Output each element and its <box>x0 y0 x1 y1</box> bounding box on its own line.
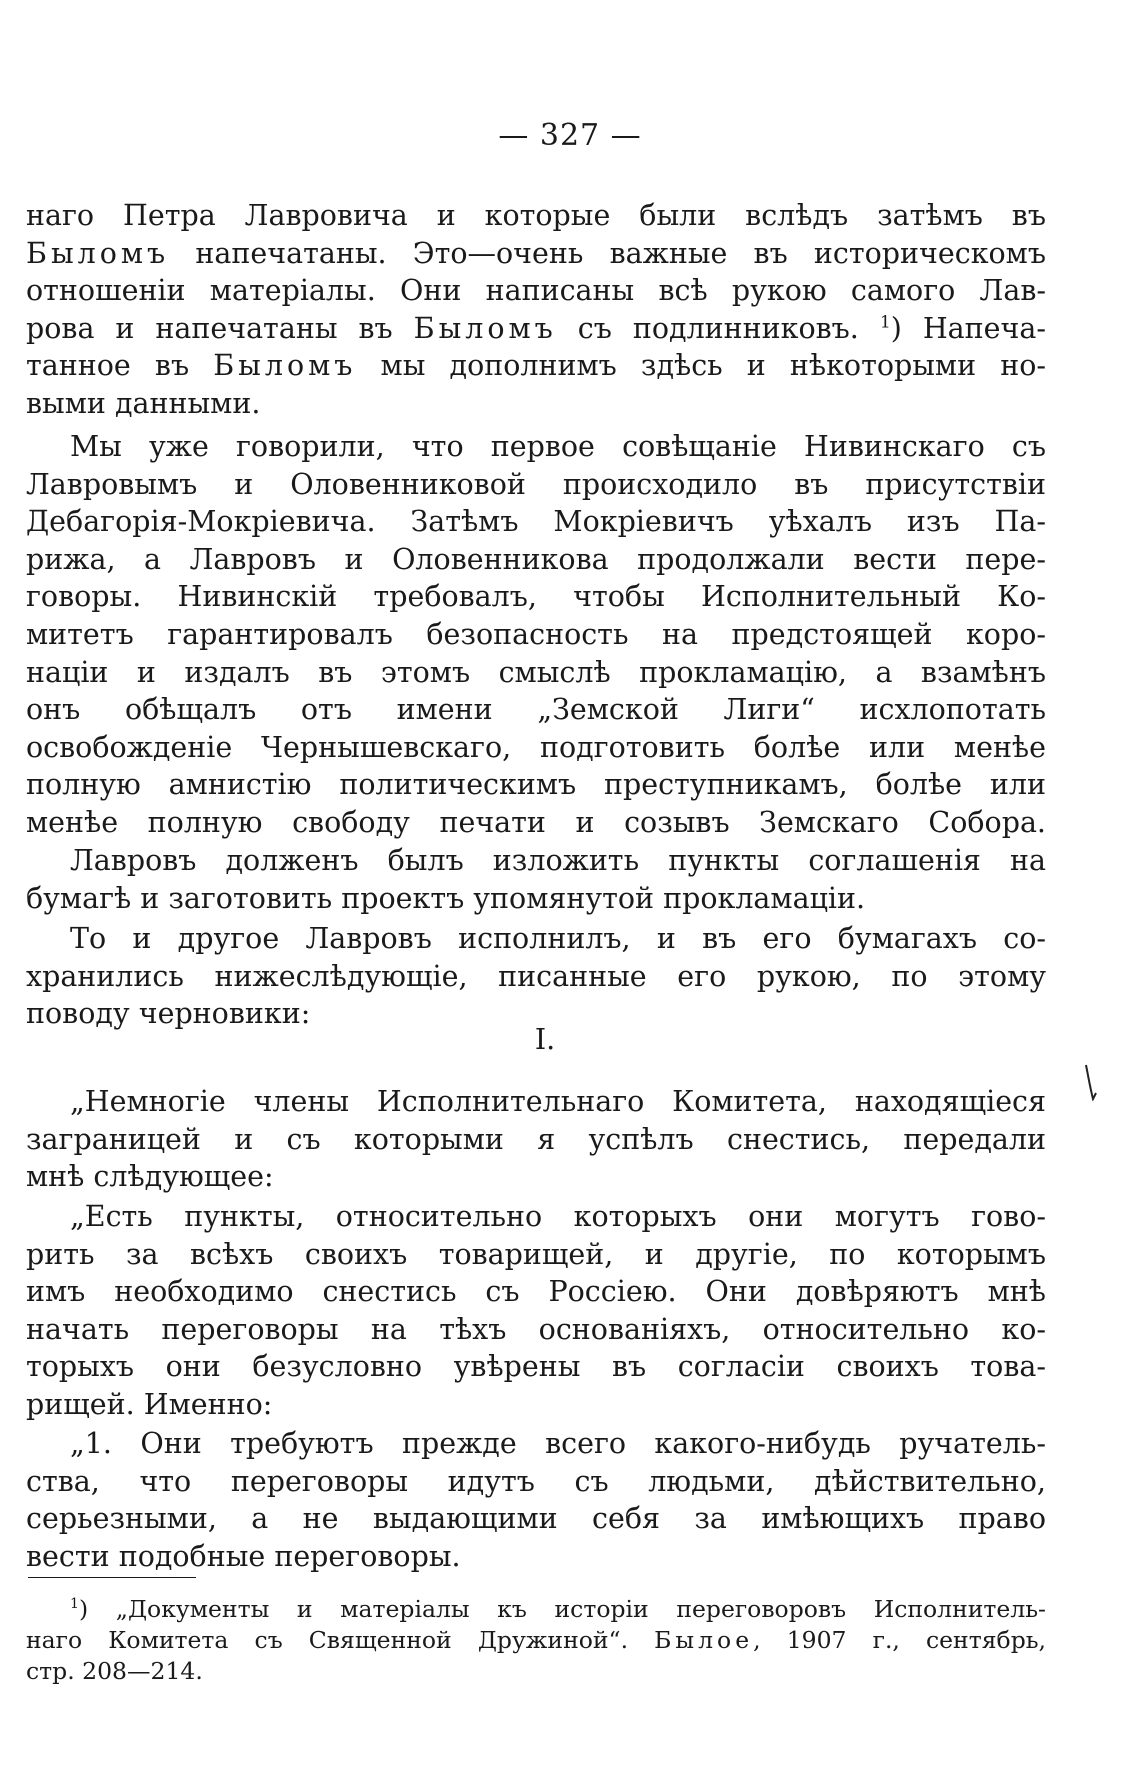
text-line: Мы уже говорили, что первое совѣщаніе Нивинскаго съ <box>70 430 1046 463</box>
text-line: Дебагорія-Мокріевича. Затѣмъ Мокріевичъ уѣхалъ изъ Па- <box>26 505 1046 539</box>
text-line: отношеніи матеріалы. Они написаны всѣ рукою самого Лав- <box>26 274 1046 308</box>
footnote-line: стр. 208—214. <box>26 1657 203 1685</box>
text-line: митетъ гарантировалъ безопасность на предстоящей коро- <box>26 617 1046 651</box>
text-run: ) Напеча- <box>890 311 1046 345</box>
text-line: мнѣ слѣдующее: <box>26 1160 274 1194</box>
journal-title: Быломъ <box>213 349 357 383</box>
text-line: начать переговоры на тѣхъ основаніяхъ, относительно ко- <box>26 1312 1046 1346</box>
text-line: Лавровъ долженъ былъ изложить пункты соглашенія на <box>70 844 1046 877</box>
text-line: „Есть пункты, относительно которыхъ они могутъ гово- <box>70 1200 1046 1233</box>
text-run: , 1907 г., сентябрь, <box>753 1626 1047 1654</box>
paragraph-3 <box>26 842 1046 917</box>
text-line: То и другое Лавровъ исполнилъ, и въ его бумагахъ со- <box>70 922 1046 955</box>
text-line: бумагѣ и заготовить проектъ упомянутой прокламаціи. <box>26 881 866 915</box>
section-heading: I. <box>534 1023 556 1056</box>
text-line: рижа, а Лавровъ и Оловенникова продолжали вести пере- <box>26 542 1046 576</box>
quote-paragraph-3 <box>26 1425 1046 1575</box>
text-line: „Немногіе члены Исполнительнаго Комитета, находящіеся <box>70 1085 1046 1118</box>
footnote-line <box>26 1625 1046 1656</box>
journal-title: Былое <box>654 1626 754 1654</box>
text-line: онъ обѣщалъ отъ имени „Земской Лиги“ исхлопотать <box>26 693 1046 727</box>
text-line: освобожденіе Чернышевскаго, подготовить болѣе или менѣе <box>26 730 1046 764</box>
margin-pencil-mark <box>1084 1063 1098 1101</box>
text-line: торыхъ они безусловно увѣрены въ согласіи своихъ това- <box>26 1350 1046 1384</box>
text-line <box>26 235 1046 273</box>
text-line: хранились нижеслѣдующіе, писанные его рукою, по этому <box>26 959 1046 993</box>
text-run: наго Комитета съ Священной Дружиной“. <box>26 1626 655 1654</box>
text-line: наго Петра Лавровича и которые были вслѣдъ затѣмъ въ <box>26 199 1046 232</box>
text-line: поводу черновики: <box>26 997 311 1031</box>
text-line: говоры. Нивинскій требовалъ, чтобы Исполнительный Ко- <box>26 580 1046 614</box>
text-line: полную амнистію политическимъ преступникамъ, болѣе или <box>26 768 1046 802</box>
quote-paragraph-2 <box>26 1198 1046 1424</box>
journal-title: Быломъ <box>413 311 557 345</box>
footnote-line <box>26 1594 1046 1625</box>
text-line: рить за всѣхъ своихъ товарищей, и другіе, по которымъ <box>26 1237 1046 1271</box>
text-line: рищей. Именно: <box>26 1387 273 1421</box>
text-line: Лавровымъ и Оловенниковой происходило въ присутствіи <box>26 467 1046 501</box>
footnote-marker: 1 <box>70 1596 79 1613</box>
footnote-rule <box>28 1577 196 1578</box>
text-line: ства, что переговоры идутъ съ людьми, дѣйствительно, <box>26 1464 1046 1498</box>
text-line: „1. Они требуютъ прежде всего какого-нибудь ручатель- <box>70 1427 1046 1460</box>
paragraph-1 <box>26 197 1046 423</box>
text-line: имъ необходимо снестись съ Россіею. Они довѣряютъ мнѣ <box>26 1275 1046 1309</box>
text-run: съ подлинниковъ. <box>556 311 880 345</box>
text-line: серьезными, а не выдающими себя за имѣющихъ право <box>26 1502 1046 1536</box>
text-line: націи и издалъ въ этомъ смыслѣ прокламацію, а взамѣнъ <box>26 655 1046 689</box>
journal-title: Быломъ <box>26 236 170 270</box>
text-run: напечатаны. Это—очень важные въ историческомъ <box>169 236 1046 270</box>
text-line <box>26 347 1046 385</box>
text-run: рова и напечатаны въ <box>26 311 414 345</box>
text-run: мы дополнимъ здѣсь и нѣкоторыми но- <box>356 349 1046 383</box>
quote-paragraph-1 <box>26 1083 1046 1196</box>
text-line <box>26 310 1046 348</box>
text-run: ) „Документы и матеріалы къ исторіи переговоровъ Исполнитель- <box>78 1595 1046 1623</box>
text-line: выми данными. <box>26 386 261 420</box>
text-line: менѣе полную свободу печати и созывъ Земскаго Собора. <box>26 805 1046 839</box>
text-line: заграницей и съ которыми я успѣлъ снестись, передали <box>26 1122 1046 1156</box>
paragraph-2 <box>26 428 1046 842</box>
text-run: танное въ <box>26 349 214 383</box>
page-number: — 327 — <box>498 118 642 153</box>
paragraph-4 <box>26 920 1046 1033</box>
footnote-ref[interactable]: 1 <box>879 312 891 333</box>
text-line: вести подобные переговоры. <box>26 1539 461 1573</box>
footnote <box>26 1594 1046 1687</box>
